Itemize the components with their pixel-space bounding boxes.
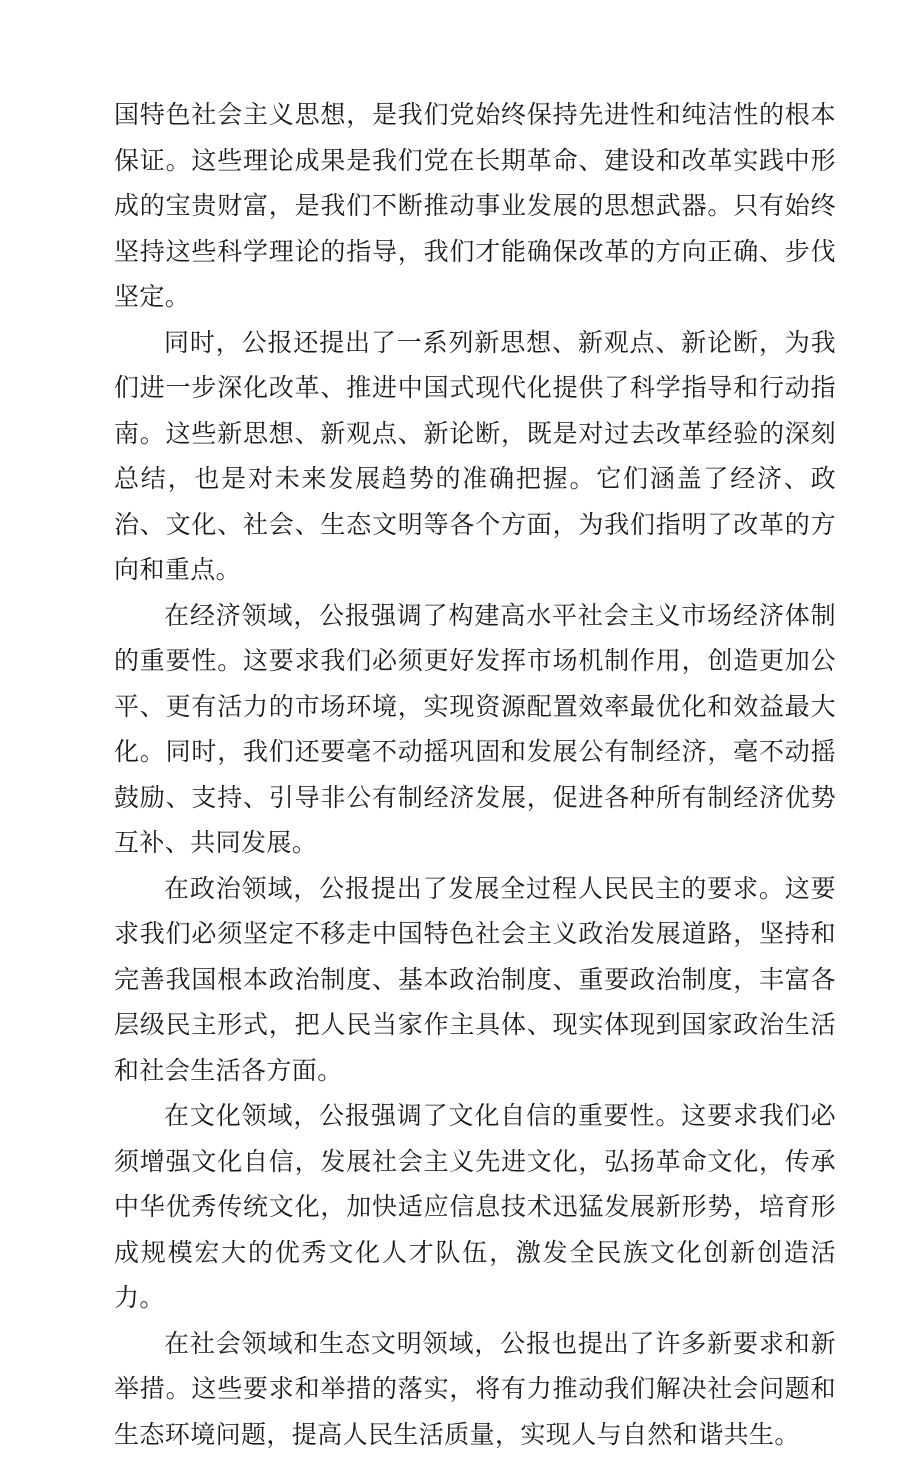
paragraph-politics: 在政治领域，公报提出了发展全过程人民民主的要求。这要求我们必须坚定不移走中国特色社会主义政治发展道路，坚持和完善我国根本政治制度、基本政治制度、重要政治制度，丰富各层级民主形式，把人民当家作主具体、现实体现到国家政治生活和社会生活各方面。	[114, 866, 836, 1094]
paragraph-culture: 在文化领域，公报强调了文化自信的重要性。这要求我们必须增强文化自信，发展社会主义先进文化，弘扬革命文化，传承中华优秀传统文化，加快适应信息技术迅猛发展新形势，培育形成规模宏大的优秀文化人才队伍，激发全民族文化创新创造活力。	[114, 1093, 836, 1321]
paragraph-new-ideas: 同时，公报还提出了一系列新思想、新观点、新论断，为我们进一步深化改革、推进中国式现代化提供了科学指导和行动指南。这些新思想、新观点、新论断，既是对过去改革经验的深刻总结，也是对未来发展趋势的准确把握。它们涵盖了经济、政治、文化、社会、生态文明等各个方面，为我们指明了改革的方向和重点。	[114, 320, 836, 593]
paragraph-continued: 国特色社会主义思想，是我们党始终保持先进性和纯洁性的根本保证。这些理论成果是我们党在长期革命、建设和改革实践中形成的宝贵财富，是我们不断推动事业发展的思想武器。只有始终坚持这些科学理论的指导，我们才能确保改革的方向正确、步伐坚定。	[114, 92, 836, 320]
paragraph-society-ecology: 在社会领域和生态文明领域，公报也提出了许多新要求和新举措。这些要求和举措的落实，将有力推动我们解决社会问题和生态环境问题，提高人民生活质量，实现人与自然和谐共生。	[114, 1321, 836, 1457]
paragraph-economy: 在经济领域，公报强调了构建高水平社会主义市场经济体制的重要性。这要求我们必须更好发挥市场机制作用，创造更加公平、更有活力的市场环境，实现资源配置效率最优化和效益最大化。同时，我们还要毫不动摇巩固和发展公有制经济，毫不动摇鼓励、支持、引导非公有制经济发展，促进各种所有制经济优势互补、共同发展。	[114, 593, 836, 866]
document-body	[114, 92, 836, 1457]
